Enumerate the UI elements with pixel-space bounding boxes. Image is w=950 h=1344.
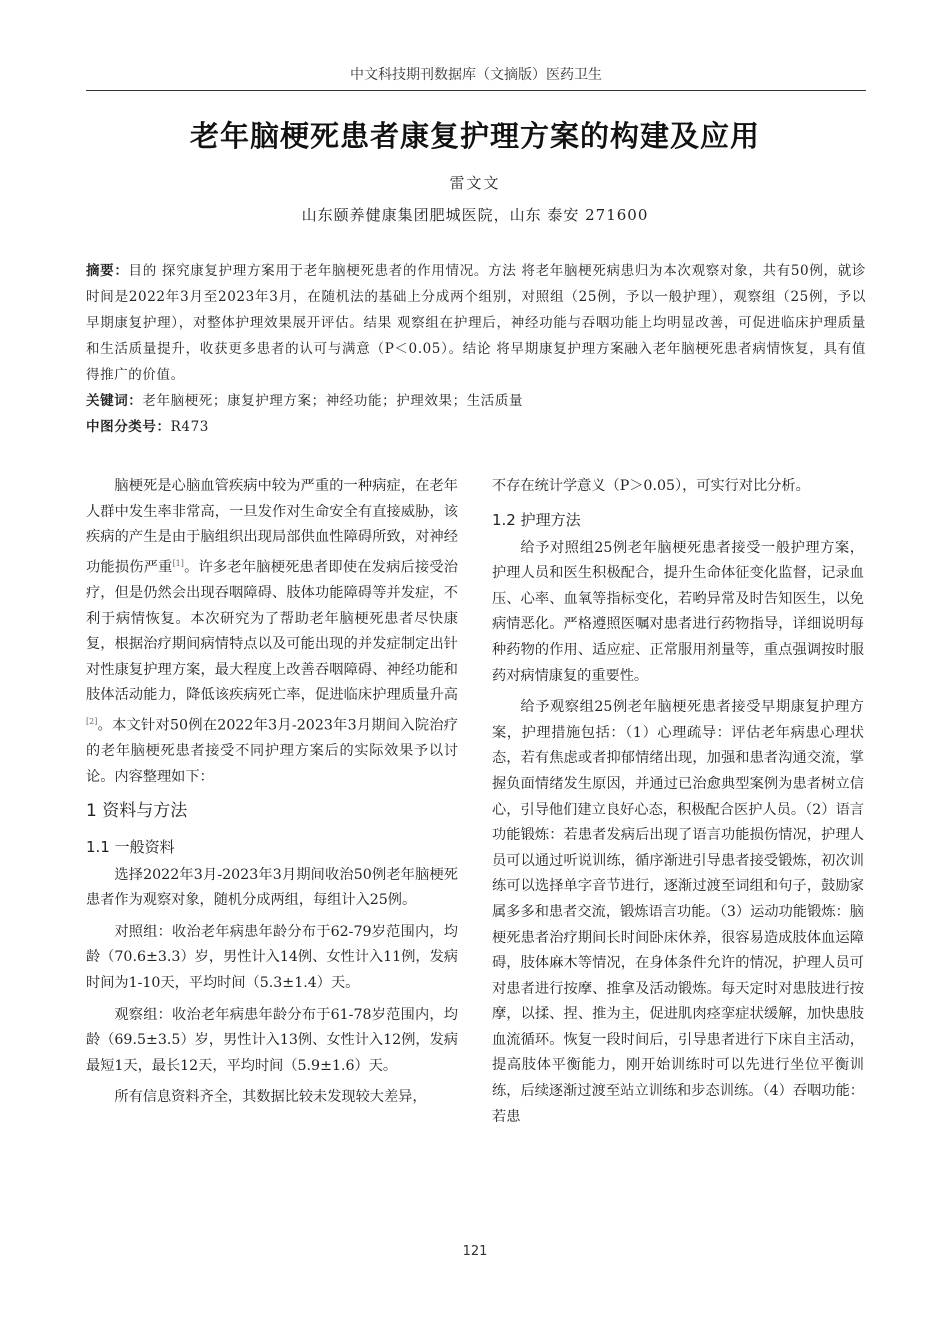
keywords-line — [86, 388, 866, 414]
intro-text-3: 。本文针对50例在2022年3月-2023年3月期间入院治疗的老年脑梗死患者接受不同护理方案后的实际效果予以讨论。内容整理如下： — [86, 717, 458, 785]
journal-header: 中文科技期刊数据库（文摘版）医药卫生 — [86, 64, 866, 91]
abstract-label: 摘要： — [86, 263, 129, 279]
intro-text-2: 。许多老年脑梗死患者即使在发病后接受治疗，但是仍然会出现吞咽障碍、肢体功能障碍等并发症，不利于病情恢复。本次研究为了帮助老年脑梗死患者尽快康复，根据治疗期间病情特点以及可能出现的并发症制定出针对性康复护理方案，最大程度上改善吞咽障碍、神经功能和肢体活动能力，降低该疾病死亡率，促进临床护理质量升高 — [86, 559, 458, 704]
right-column — [492, 474, 864, 1136]
section-heading-1-2: 1.2 护理方法 — [492, 510, 581, 529]
section-heading-1-1: 1.1 一般资料 — [86, 837, 175, 856]
classification-code: R473 — [170, 419, 209, 435]
intro-paragraph — [86, 474, 458, 791]
abstract-paragraph — [86, 258, 866, 388]
classification-label: 中图分类号： — [86, 419, 171, 435]
general-data-paragraph: 选择2022年3月-2023年3月期间收治50例老年脑梗死患者作为观察对象，随机分成两组，每组计入25例。 — [86, 866, 458, 909]
reference-1[interactable]: [1] — [172, 558, 184, 568]
keywords-label: 关键词： — [86, 393, 143, 409]
observation-group-paragraph: 观察组：收治老年病患年龄分布于61-78岁范围内，均龄（69.5±3.5）岁，男性计入13例、女性计入12例，发病最短1天，最长12天，平均时间（5.9±1.6）天。 — [86, 1006, 458, 1074]
keywords-text: 老年脑梗死；康复护理方案；神经功能；护理效果；生活质量 — [142, 393, 524, 409]
abstract-block — [86, 258, 866, 440]
author-name: 雷文文 — [449, 174, 501, 192]
section-heading-1: 1 资料与方法 — [86, 800, 188, 821]
classification-line — [86, 414, 866, 440]
early-care-paragraph: 给予观察组25例老年脑梗死患者接受早期康复护理方案，护理措施包括：（1）心理疏导：评估老年病患心理状态，若有焦虑或者抑郁情绪出现，加强和患者沟通交流，掌握负面情绪发生原因，并通过已治愈典型案例为患者树立信心，引导他们建立良好心态，积极配合医护人员。（2）语言功能锻炼：若患者发病后出现了语言功能损伤情况，护理人员可以通过听说训练，循序渐进引导患者接受锻炼，初次训练可以选择单字音节进行，逐渐过渡至词组和句子，鼓励家属多多和患者交流，锻炼语言功能。（3）运动功能锻炼：脑梗死患者治疗期间长时间卧床休养，很容易造成肢体血运障碍，肢体麻木等情况，在身体条件允许的情况，护理人员可对患者进行按摩、推拿及活动锻炼。每天定时对患肢进行按摩，以揉、捏、推为主，促进肌肉痉挛症状缓解，加快患肢血流循环。恢复一段时间后，引导患者进行下床自主活动，提高肢体平衡能力，刚开始训练时可以先进行坐位平衡训练，后续逐渐过渡至站立训练和步态训练。（4）吞咽功能：若患 — [492, 699, 864, 1125]
left-column — [86, 474, 458, 1117]
author-affiliation: 山东颐养健康集团肥城医院，山东 泰安 271600 — [301, 206, 649, 224]
info-paragraph: 所有信息资料齐全，其数据比较未发现较大差异， — [114, 1089, 427, 1106]
intro-text-1: 脑梗死是心脑血管疾病中较为严重的一种病症，在老年人群中发生率非常高，一旦发作对生命安全有直接威胁，该疾病的产生是由于脑组织出现局部供血性障碍所致，对神经功能损伤严重 — [86, 478, 458, 576]
page-number: 121 — [462, 1244, 488, 1259]
continued-paragraph: 不存在统计学意义（P＞0.05），可实行对比分析。 — [492, 478, 810, 494]
abstract-text: 目的 探究康复护理方案用于老年脑梗死患者的作用情况。方法 将老年脑梗死病患归为本次观察对象，共有50例，就诊时间是2022年3月至2023年3月，在随机法的基础上分成两个组别，对照组（25例，予以一般护理），观察组（25例，予以早期康复护理），对整体护理效果展开评估。结果 观察组在护理后，神经功能与吞咽功能上均明显改善，可促进临床护理质量和生活质量提升，收获更多患者的认可与满意（P＜0.05）。结论 将早期康复护理方案融入老年脑梗死患者病情恢复，具有值得推广的价值。 — [86, 263, 866, 383]
general-care-paragraph: 给予对照组25例老年脑梗死患者接受一般护理方案，护理人员和医生积极配合，提升生命体征变化监督，记录血压、心率、血氧等指标变化，若哟异常及时告知医生，以免病情恶化。严格遵照医嘱对患者进行药物指导，详细说明每种药物的作用、适应症、正常服用剂量等，重点强调按时服药对病情康复的重要性。 — [492, 539, 864, 684]
article-title: 老年脑梗死患者康复护理方案的构建及应用 — [189, 119, 760, 153]
reference-2[interactable]: [2] — [86, 717, 98, 727]
control-group-paragraph: 对照组：收治老年病患年龄分布于62-79岁范围内，均龄（70.6±3.3）岁，男性计入14例、女性计入11例，发病时间为1-10天，平均时间（5.3±1.4）天。 — [86, 923, 458, 991]
